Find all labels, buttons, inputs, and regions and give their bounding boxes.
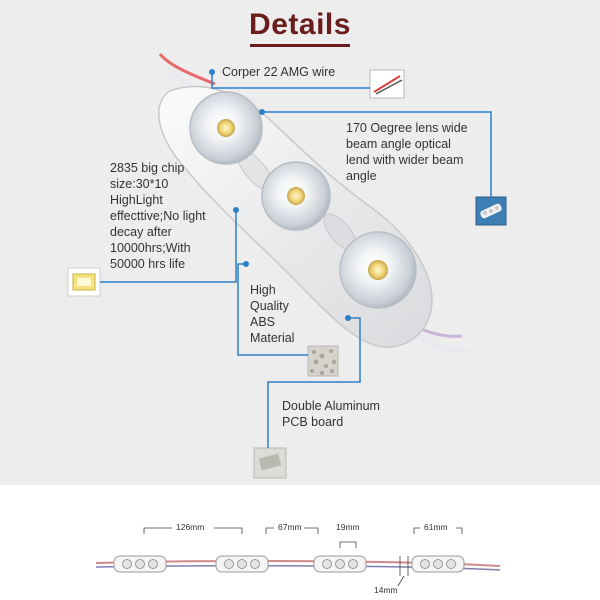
dimension-diagram [96, 528, 500, 586]
abs-callout-label: High Quality ABS Material [250, 283, 295, 345]
led-chip-2 [287, 187, 305, 205]
led-chip-1 [217, 119, 235, 137]
dimension-126mm: 126mm [176, 522, 205, 532]
lens-callout-label: 170 Oegree lens wide beam angle optical lend with wider beam angle [346, 121, 468, 183]
wire-callout-label: Corper 22 AMG wire [222, 65, 336, 79]
dimension-61mm: 61mm [424, 522, 448, 532]
led-chip-3 [368, 260, 388, 280]
chip-callout-label: 2835 big chip size:30*10 HighLight effecttive;No light decay after 10000hrs;With 50000 hrs life [110, 161, 206, 271]
page-title: Details [249, 8, 351, 41]
dimension-67mm: 67mm [278, 522, 302, 532]
pcb-callout-label: Double Aluminum PCB board [282, 399, 380, 429]
dimension-19mm: 19mm [336, 522, 360, 532]
dimension-14mm: 14mm [374, 585, 398, 595]
